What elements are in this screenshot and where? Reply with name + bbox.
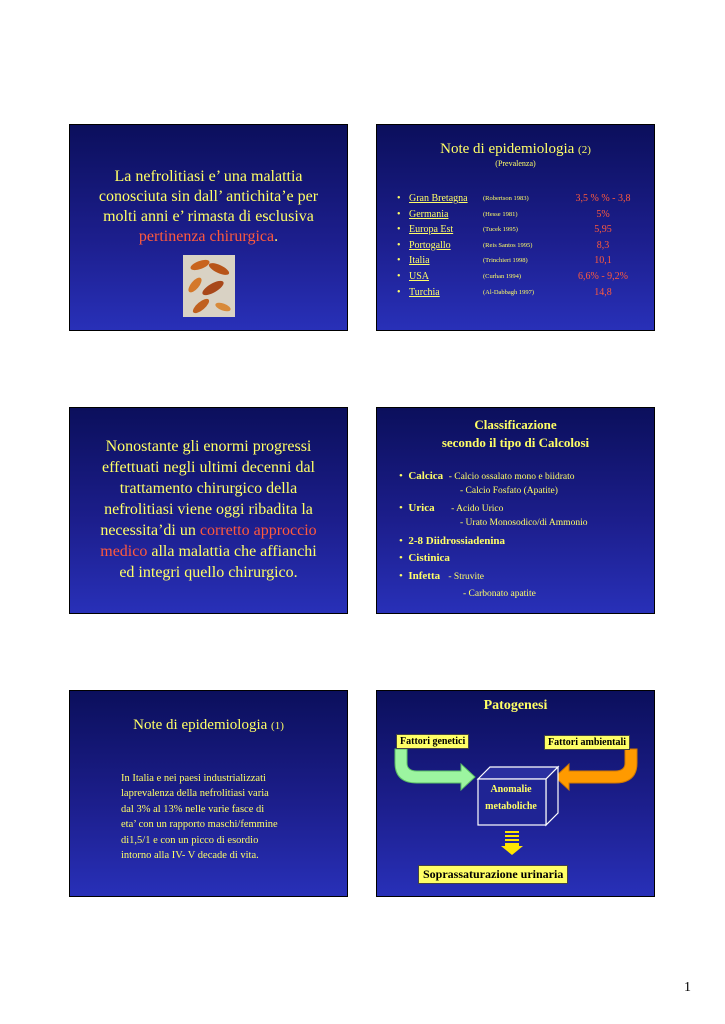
- list-item: [397, 222, 642, 238]
- item-label: Infetta: [408, 570, 441, 582]
- country-link[interactable]: Europa Est: [409, 224, 454, 236]
- list-item: [397, 207, 642, 223]
- bullet: •: [397, 255, 401, 267]
- title-text: Note di epidemiologia: [133, 717, 268, 733]
- item-detail: - Calcio Fosfato (Apatite): [460, 486, 558, 496]
- bullet: •: [397, 270, 401, 282]
- list-item: [397, 191, 642, 207]
- orange-arrow-icon: [555, 749, 637, 790]
- list-item-diidrossiadenina: [399, 535, 505, 547]
- country-link[interactable]: Portogallo: [409, 239, 451, 251]
- item-label: 2-8 Diidrossiadenina: [408, 535, 506, 547]
- slide-4: [376, 407, 655, 614]
- prevalence-value: 8,3: [596, 239, 610, 251]
- bullet: •: [397, 208, 401, 220]
- text-line: eta’ con un rapporto maschi/femmine: [121, 819, 278, 831]
- text-line: Nonostante gli enormi progressi: [105, 438, 312, 455]
- reference: (Robertson 1983): [483, 195, 529, 202]
- metabolic-anomalies-label: [476, 781, 546, 815]
- slide-1: [69, 124, 348, 331]
- text-line: La nefrolitiasi e’ una malattia: [114, 168, 303, 185]
- prevalence-value: 5,95: [594, 224, 612, 236]
- prevalence-list: [397, 191, 642, 300]
- environmental-factors-box: Fattori ambientali: [544, 735, 630, 750]
- reference: (Hesse 1981): [483, 210, 518, 218]
- text-segment: alla malattia che affianchi: [147, 543, 317, 560]
- down-arrow-icon: [501, 831, 523, 855]
- text-line: laprevalenza della nefrolitiasi varia: [121, 788, 269, 800]
- item-detail: - Acido Urico: [451, 504, 504, 514]
- text-line: effettuati negli ultimi decenni dal: [102, 459, 315, 476]
- title-text: Note di epidemiologia: [440, 141, 575, 157]
- reference: (Tucek 1995): [483, 226, 518, 234]
- item-detail: - Struvite: [448, 572, 485, 582]
- text-line: nefrolitiasi viene oggi ribadita la: [104, 501, 313, 518]
- slide-3: [69, 407, 348, 614]
- slide-1-text: [78, 167, 339, 247]
- prevalence-value: 3,5 % % - 3,8: [575, 193, 631, 204]
- reference: (Trinchieri 1998): [483, 257, 528, 265]
- item-detail: - Urato Monosodico/di Ammonio: [460, 518, 588, 528]
- slide-3-text: [76, 436, 341, 583]
- text-line: [76, 520, 341, 541]
- text-line: intorno alla IV- V decade di vita.: [121, 850, 259, 862]
- slide-title: [70, 717, 347, 734]
- page-number: 1: [684, 980, 691, 995]
- item-label: Cistinica: [408, 552, 450, 564]
- list-item-infetta: [399, 570, 484, 582]
- text-line: [76, 541, 341, 562]
- genetic-factors-box: Fattori genetici: [396, 734, 469, 749]
- list-item-urica: [399, 502, 503, 514]
- supersaturation-box: Soprassaturazione urinaria: [418, 865, 568, 884]
- country-link[interactable]: Italia: [409, 255, 430, 267]
- slide-5-text: [121, 771, 331, 863]
- slide-title: [377, 141, 654, 158]
- country-link[interactable]: Germania: [409, 208, 449, 220]
- text-line: conosciuta sin dall’ antichita’e per: [98, 188, 319, 205]
- reference: (Reis Santos 1995): [483, 241, 533, 249]
- title-number: (2): [578, 144, 591, 156]
- bullet: •: [397, 193, 401, 204]
- slide-2: [376, 124, 655, 331]
- green-arrow-icon: [395, 749, 475, 790]
- title-number: (1): [271, 720, 284, 732]
- list-item: [397, 269, 642, 285]
- text-segment: necessita’di un: [100, 522, 200, 539]
- reference: (Curhan 1994): [483, 272, 522, 280]
- slide-title: [377, 416, 654, 452]
- prevalence-value: 14,8: [594, 286, 612, 298]
- label-line: Anomalie: [490, 784, 532, 795]
- item-label: Urica: [408, 502, 435, 514]
- text-punct: .: [274, 228, 279, 245]
- bullet: •: [399, 570, 403, 582]
- bullet: •: [399, 535, 403, 547]
- list-item-cistinica: [399, 552, 450, 564]
- slide-5: [69, 690, 348, 897]
- reference: (Al-Dabbagh 1997): [483, 288, 535, 296]
- text-line: trattamento chirurgico della: [119, 480, 298, 497]
- bullet: •: [397, 239, 401, 251]
- prevalence-value: 10,1: [594, 255, 612, 267]
- highlight-text: pertinenza chirurgica: [138, 228, 275, 245]
- prevalence-value: 5%: [596, 208, 610, 220]
- item-label: Calcica: [408, 470, 444, 482]
- country-link[interactable]: Gran Bretagna: [409, 193, 468, 204]
- country-link[interactable]: Turchia: [409, 286, 440, 298]
- slide-subtitle: (Prevalenza): [495, 159, 536, 168]
- list-item-calcica: [399, 470, 575, 482]
- list-item: [397, 285, 642, 301]
- text-line: molti anni e’ rimasta di esclusiva: [103, 208, 314, 225]
- list-item: [397, 253, 642, 269]
- item-detail: - Carbonato apatite: [463, 589, 536, 599]
- highlight-text: corretto approccio: [199, 522, 317, 539]
- text-line: di1,5/1 e con un picco di esordio: [121, 834, 259, 846]
- list-item: [397, 238, 642, 254]
- bullet: •: [399, 470, 403, 482]
- text-line: ed integri quello chirurgico.: [119, 564, 298, 581]
- country-link[interactable]: USA: [409, 270, 430, 282]
- slide-title: Patogenesi: [483, 698, 548, 713]
- item-detail: - Calcio ossalato mono e biidrato: [448, 472, 575, 482]
- bullet: •: [397, 224, 401, 236]
- label-line: metaboliche: [485, 801, 537, 812]
- bullet: •: [397, 286, 401, 298]
- title-line: secondo il tipo di Calcolosi: [441, 435, 590, 450]
- text-line: dal 3% al 13% nelle varie fasce di: [121, 803, 265, 815]
- title-line: Classificazione: [474, 417, 557, 432]
- box-top-face: [478, 767, 558, 779]
- text-line: In Italia e nei paesi industrializzati: [121, 773, 266, 784]
- slide-6: [376, 690, 655, 897]
- prevalence-value: 6,6% - 9,2%: [578, 270, 628, 282]
- highlight-text: medico: [100, 543, 148, 560]
- bullet: •: [399, 552, 403, 564]
- kidney-stones-image: [183, 255, 235, 317]
- bullet: •: [399, 502, 403, 514]
